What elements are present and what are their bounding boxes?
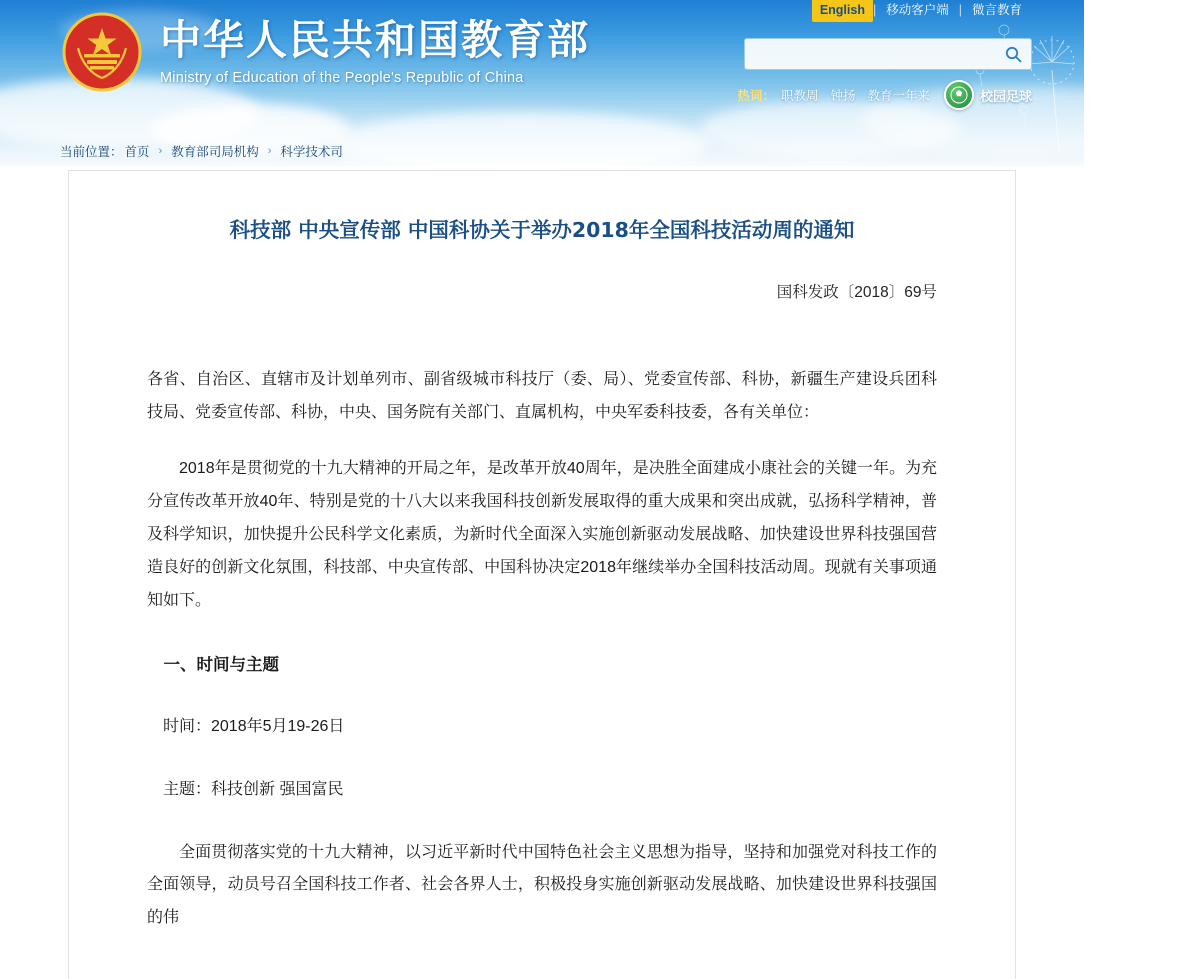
chevron-right-icon: ›	[158, 145, 163, 157]
hotwords-bar	[737, 80, 1032, 110]
document-paragraph: 全面贯彻落实党的十九大精神，以习近平新时代中国特色社会主义思想为指导，坚持和加强党对科技工作的全面领导，动员号召全国科技工作者、社会各界人士，积极投身实施创新驱动发展战略、加快建设世界科技强国的伟	[147, 843, 937, 927]
hotword-zhijiaozhou[interactable]: 职教周	[780, 89, 819, 103]
document-paragraph: 各省、自治区、直辖市及计划单列市、副省级城市科技厅（委、局）、党委宣传部、科协，新疆生产建设兵团科技局、党委宣传部、科协，中央、国务院有关部门、直属机构，中央军委科技委，各有关单位：	[147, 370, 937, 421]
site-logo[interactable]	[60, 10, 590, 94]
document-section-heading: 一、时间与主题	[163, 656, 279, 675]
document-title: 科技部 中央宣传部 中国科协关于举办2018年全国科技活动周的通知	[229, 218, 855, 242]
breadcrumb-item-departments[interactable]: 教育部司局机构	[171, 145, 259, 159]
top-links	[812, 0, 1032, 22]
national-emblem-icon	[60, 10, 144, 94]
search-icon	[1005, 46, 1022, 63]
link-weiyan-education[interactable]: 微言教育	[971, 3, 1022, 17]
search-input[interactable]	[745, 40, 995, 68]
breadcrumb-label: 当前位置：	[60, 145, 123, 159]
search-box[interactable]	[744, 38, 1032, 70]
hotword-jiaoyuyiniannlai[interactable]: 教育一年来	[867, 89, 930, 103]
document-container	[68, 170, 1016, 979]
document-paragraph: 主题：科技创新 强国富民	[163, 780, 344, 798]
link-english[interactable]: English	[812, 0, 873, 22]
link-mobile-client[interactable]: 移动客户端	[886, 3, 949, 17]
site-title-en: Ministry of Education of the People's Republic of China	[160, 69, 524, 86]
breadcrumb	[60, 142, 343, 160]
document-body	[69, 171, 1015, 979]
chevron-right-icon: ›	[267, 145, 272, 157]
hotword-zhongyang[interactable]: 钟扬	[830, 89, 856, 103]
link-separator: |	[958, 3, 962, 17]
document-paragraph: 2018年是贯彻党的十九大精神的开局之年，是改革开放40周年，是决胜全面建成小康社会的关键一年。为充分宣传改革开放40年、特别是党的十八大以来我国科技创新发展取得的重大成果和突出成就，弘扬科学精神，普及科学知识，加快提升公民科学文化素质，为新时代全面深入实施创新驱动发展战略、加快建设世界科技强国营造良好的创新文化氛围，科技部、中央宣传部、中国科协决定2018年继续举办全国科技活动周。现就有关事项通知如下。	[147, 460, 937, 609]
document-number: 国科发政〔2018〕69号	[776, 283, 937, 301]
cloud-decoration	[330, 112, 710, 176]
breadcrumb-item-science-tech[interactable]: 科学技术司	[280, 145, 343, 159]
hotwords-label: 热词：	[737, 89, 775, 103]
site-banner	[0, 0, 1084, 166]
breadcrumb-item-home[interactable]: 首页	[124, 145, 150, 159]
campus-football-link[interactable]	[944, 80, 1032, 110]
campus-football-label: 校园足球	[979, 88, 1032, 104]
document-paragraph: 时间：2018年5月19-26日	[163, 718, 345, 736]
link-separator: |	[872, 3, 877, 17]
football-icon	[944, 80, 974, 110]
search-button[interactable]	[995, 39, 1031, 69]
site-title-cn: 中华人民共和国教育部	[160, 16, 590, 65]
